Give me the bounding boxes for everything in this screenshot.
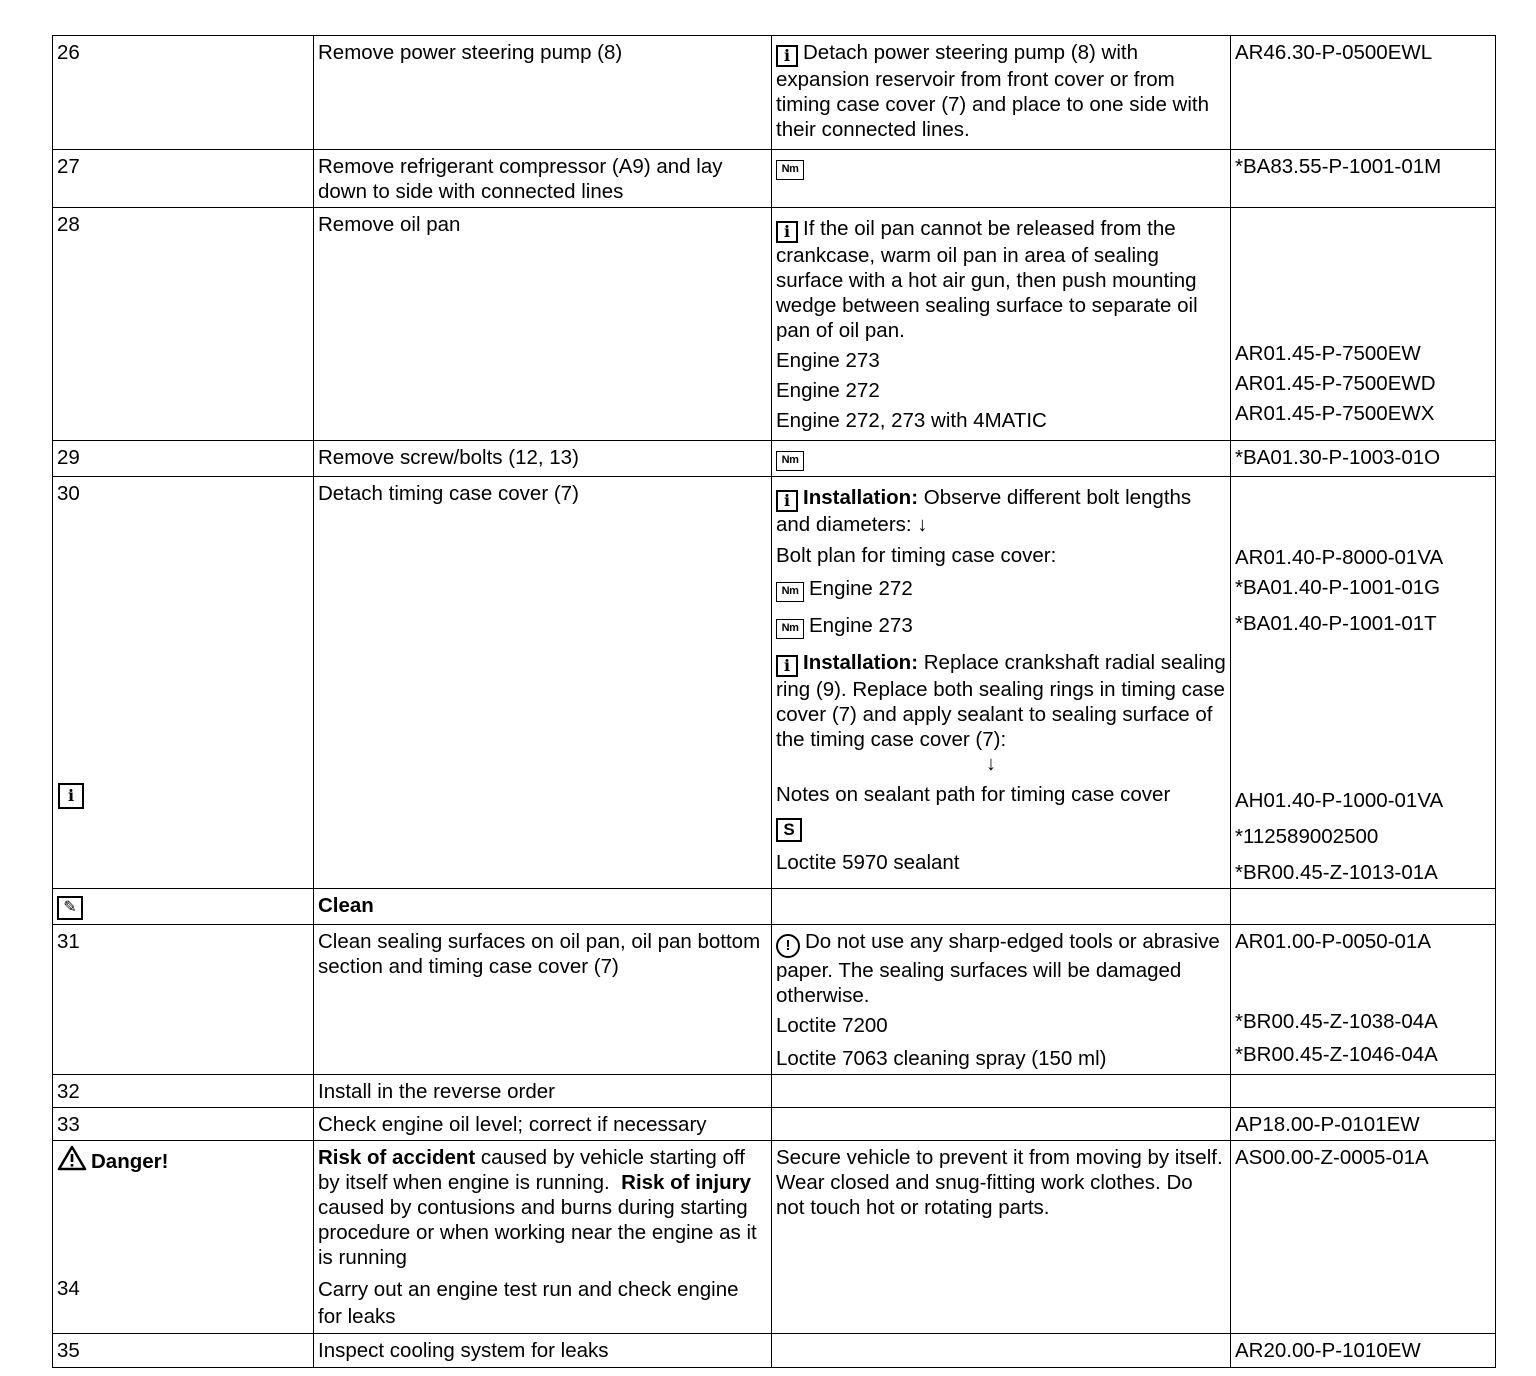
note-cell	[772, 925, 1231, 1075]
table-row	[53, 1108, 1496, 1141]
reference-cell	[1231, 208, 1496, 441]
cleaning-icon: ✎	[57, 896, 83, 920]
operation-text: Detach timing case cover (7)	[314, 477, 772, 889]
installation-label: Installation:	[803, 651, 919, 674]
note-cell	[772, 208, 1231, 441]
section-heading: Clean	[314, 889, 772, 925]
info-icon: i	[58, 783, 84, 809]
table-row	[53, 889, 1496, 925]
note-cell	[772, 150, 1231, 208]
special-tool-icon: S	[776, 818, 802, 842]
engine-label: Engine 272, 273 with 4MATIC	[776, 409, 1047, 432]
caution-icon: !	[776, 934, 800, 958]
table-row	[53, 441, 1496, 477]
operation-text: Install in the reverse order	[314, 1075, 772, 1108]
note-text: If the oil pan cannot be released from the crankcase, warm oil pan in area of sealing surface with a hot air gun, then push mounting wedge between sealing surface to separate oil pan of oil pan.	[776, 217, 1198, 342]
table-row	[53, 477, 1496, 889]
empty-cell	[1231, 1075, 1496, 1108]
engine-label: Engine 273	[776, 349, 880, 372]
table-row	[53, 1075, 1496, 1108]
empty-cell	[772, 1108, 1231, 1141]
operation-text: Remove power steering pump (8)	[314, 36, 772, 150]
operation-text: Check engine oil level; correct if necessary	[314, 1108, 772, 1141]
engine-label: Engine 272	[776, 379, 880, 402]
torque-icon: Nm	[776, 582, 804, 602]
warning-triangle-icon	[57, 1145, 87, 1171]
table-row	[53, 1334, 1496, 1368]
info-icon: i	[776, 490, 798, 512]
step-number: 28	[53, 208, 314, 441]
step-number: 27	[53, 150, 314, 208]
procedure-table	[52, 35, 1496, 1368]
risk-text: Risk of accident caused by vehicle starting off by itself when engine is running. Risk of injury caused by contusions and burns during starting procedure or when working near the engine as it is running	[318, 1146, 757, 1269]
table-row	[53, 208, 1496, 441]
note-text: Detach power steering pump (8) with expansion reservoir from front cover or from timing case cover (7) and place to one side with their connected lines.	[776, 41, 1210, 141]
operation-cell	[314, 1141, 772, 1334]
note-text: Do not use any sharp-edged tools or abrasive paper. The sealing surfaces will be damaged otherwise.	[776, 930, 1220, 1007]
clean-icon-cell	[53, 889, 314, 925]
note-cell	[772, 441, 1231, 477]
reference-link[interactable]: AR01.40-P-8000-01VA	[1235, 546, 1444, 569]
reference-cell	[1231, 477, 1496, 889]
info-icon: i	[776, 221, 798, 243]
reference-link[interactable]: AR01.45-P-7500EW	[1235, 342, 1421, 365]
step-number: 35	[53, 1334, 314, 1368]
danger-cell	[53, 1141, 314, 1334]
engine-label: Engine 272	[809, 577, 913, 600]
arrow-down-icon[interactable]: ↓	[917, 514, 928, 536]
note-text: Observe different bolt lengths and diameters:	[776, 486, 1192, 536]
info-icon: i	[776, 45, 798, 67]
operation-text: Carry out an engine test run and check engine for leaks	[318, 1278, 739, 1328]
step-cell	[53, 477, 314, 889]
torque-icon: Nm	[776, 619, 804, 639]
reference-link[interactable]: AR01.45-P-7500EWX	[1235, 402, 1435, 425]
table-row	[53, 925, 1496, 1075]
operation-text: Remove screw/bolts (12, 13)	[314, 441, 772, 477]
note-text: Replace crankshaft radial sealing ring (9). Replace both sealing rings in timing case cover (7) and apply sealant to sealing surface of the timing case cover (7):	[776, 651, 1226, 751]
arrow-down-icon[interactable]: ↓	[986, 753, 996, 775]
reference-link[interactable]: AR01.00-P-0050-01A	[1235, 930, 1432, 953]
reference-link[interactable]: AH01.40-P-1000-01VA	[1235, 789, 1444, 812]
operation-text: Clean sealing surfaces on oil pan, oil pan bottom section and timing case cover (7)	[314, 925, 772, 1075]
operation-text: Remove oil pan	[314, 208, 772, 441]
table-row	[53, 36, 1496, 150]
measure-text: Wear closed and snug-fitting work clothes. Do not touch hot or rotating parts.	[776, 1171, 1193, 1219]
empty-cell	[772, 889, 1231, 925]
step-number: 26	[53, 36, 314, 150]
engine-label: Engine 273	[809, 614, 913, 637]
reference-link[interactable]: AR20.00-P-1010EW	[1231, 1334, 1496, 1368]
cleaner-label: Loctite 7063 cleaning spray (150 ml)	[776, 1047, 1107, 1070]
operation-text: Inspect cooling system for leaks	[314, 1334, 772, 1368]
reference-link[interactable]: *BA01.30-P-1003-01O	[1231, 441, 1496, 477]
operation-text: Remove refrigerant compressor (A9) and lay down to side with connected lines	[314, 150, 772, 208]
installation-label: Installation:	[803, 486, 919, 509]
reference-link[interactable]: *BA01.40-P-1001-01G	[1235, 576, 1441, 599]
note-cell	[772, 477, 1231, 889]
reference-link[interactable]: AS00.00-Z-0005-01A	[1231, 1141, 1496, 1334]
cleaner-label: Loctite 7200	[776, 1014, 888, 1037]
danger-label: Danger!	[91, 1150, 169, 1173]
reference-link[interactable]: *112589002500	[1235, 825, 1379, 848]
step-number: 31	[53, 925, 314, 1075]
reference-link[interactable]: *BR00.45-Z-1038-04A	[1235, 1010, 1438, 1033]
reference-link[interactable]: *BA83.55-P-1001-01M	[1231, 150, 1496, 208]
bolt-plan-label: Bolt plan for timing case cover:	[776, 544, 1057, 567]
step-number: 33	[53, 1108, 314, 1141]
reference-cell	[1231, 925, 1496, 1075]
note-cell	[772, 36, 1231, 150]
empty-cell	[1231, 889, 1496, 925]
sealant-label: Loctite 5970 sealant	[776, 851, 960, 874]
reference-link[interactable]: AR46.30-P-0500EWL	[1231, 36, 1496, 150]
step-number: 30	[57, 482, 80, 505]
measure-cell	[772, 1141, 1231, 1334]
measure-text: Secure vehicle to prevent it from moving by itself.	[776, 1146, 1223, 1169]
torque-icon: Nm	[776, 451, 804, 471]
reference-link[interactable]: AR01.45-P-7500EWD	[1235, 372, 1436, 395]
step-number: 29	[53, 441, 314, 477]
info-icon: i	[776, 655, 798, 677]
table-row	[53, 150, 1496, 208]
table-row	[53, 1141, 1496, 1334]
step-number: 34	[57, 1277, 80, 1300]
sealant-notes-label: Notes on sealant path for timing case cover	[776, 783, 1171, 806]
empty-cell	[772, 1075, 1231, 1108]
reference-link[interactable]: *BR00.45-Z-1046-04A	[1235, 1043, 1438, 1066]
empty-cell	[772, 1334, 1231, 1368]
step-number: 32	[53, 1075, 314, 1108]
torque-icon: Nm	[776, 160, 804, 180]
reference-link[interactable]: *BA01.40-P-1001-01T	[1235, 612, 1437, 635]
reference-link[interactable]: *BR00.45-Z-1013-01A	[1235, 861, 1438, 884]
reference-link[interactable]: AP18.00-P-0101EW	[1231, 1108, 1496, 1141]
